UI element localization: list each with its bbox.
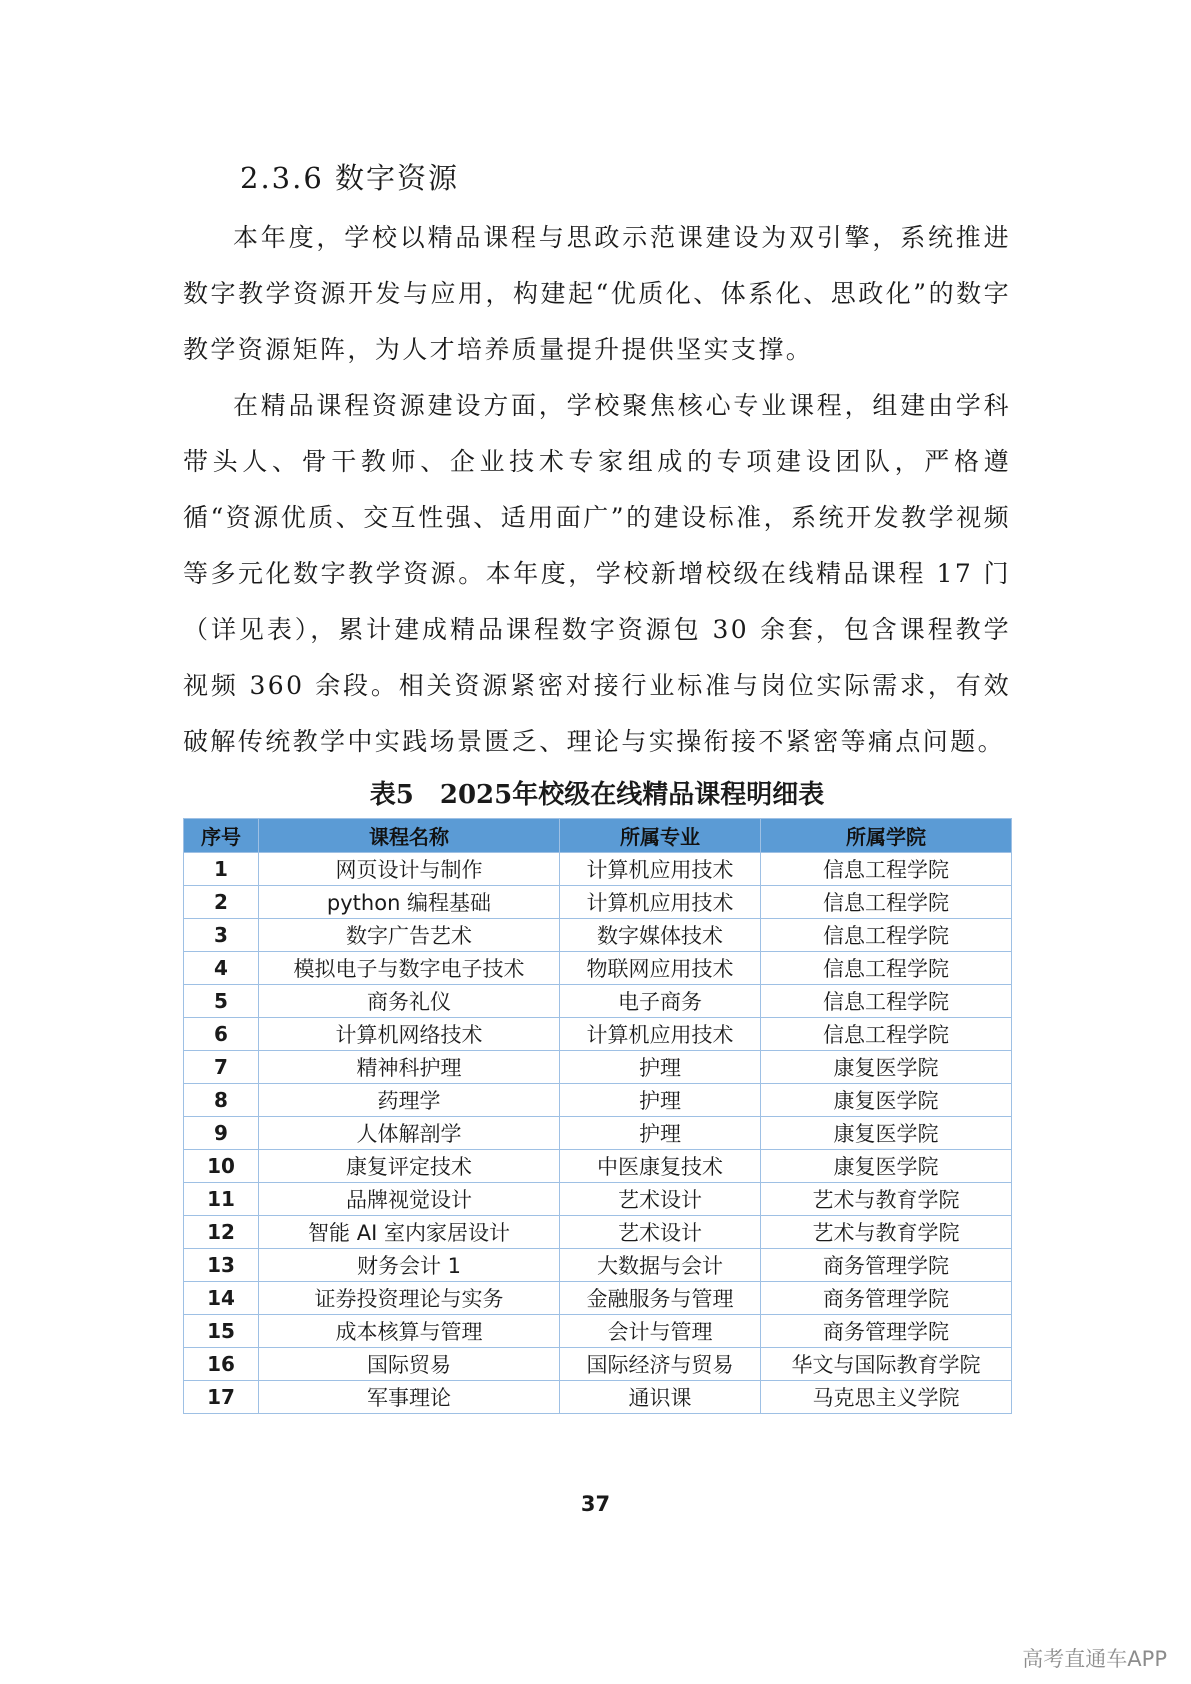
table-row (184, 919, 1012, 952)
cell-major: 护理 (560, 1051, 761, 1084)
cell-index: 11 (184, 1183, 259, 1216)
column-header-college: 所属学院 (761, 819, 1012, 853)
cell-major: 护理 (560, 1117, 761, 1150)
table-row (184, 1018, 1012, 1051)
cell-college: 康复医学院 (761, 1051, 1012, 1084)
cell-index: 8 (184, 1084, 259, 1117)
cell-major: 计算机应用技术 (560, 1018, 761, 1051)
cell-course-name: 财务会计 1 (259, 1249, 560, 1282)
table-row (184, 1150, 1012, 1183)
cell-index: 12 (184, 1216, 259, 1249)
cell-college: 康复医学院 (761, 1117, 1012, 1150)
cell-index: 1 (184, 853, 259, 886)
cell-course-name: 康复评定技术 (259, 1150, 560, 1183)
table-caption (183, 775, 1011, 815)
table-row (184, 1051, 1012, 1084)
cell-course-name: 品牌视觉设计 (259, 1183, 560, 1216)
cell-major: 大数据与会计 (560, 1249, 761, 1282)
cell-major: 会计与管理 (560, 1315, 761, 1348)
cell-major: 物联网应用技术 (560, 952, 761, 985)
cell-course-name: 精神科护理 (259, 1051, 560, 1084)
cell-index: 6 (184, 1018, 259, 1051)
cell-major: 艺术设计 (560, 1183, 761, 1216)
cell-major: 数字媒体技术 (560, 919, 761, 952)
cell-course-name: 商务礼仪 (259, 985, 560, 1018)
cell-college: 华文与国际教育学院 (761, 1348, 1012, 1381)
cell-index: 9 (184, 1117, 259, 1150)
table-row (184, 1315, 1012, 1348)
cell-major: 通识课 (560, 1381, 761, 1414)
cell-major: 国际经济与贸易 (560, 1348, 761, 1381)
table-row (184, 1249, 1012, 1282)
cell-index: 4 (184, 952, 259, 985)
cell-college: 马克思主义学院 (761, 1381, 1012, 1414)
page-number: 37 (580, 1492, 611, 1516)
cell-college: 艺术与教育学院 (761, 1216, 1012, 1249)
cell-course-name: 智能 AI 室内家居设计 (259, 1216, 560, 1249)
cell-course-name: python 编程基础 (259, 886, 560, 919)
cell-major: 电子商务 (560, 985, 761, 1018)
cell-college: 艺术与教育学院 (761, 1183, 1012, 1216)
cell-index: 7 (184, 1051, 259, 1084)
cell-index: 2 (184, 886, 259, 919)
cell-college: 信息工程学院 (761, 919, 1012, 952)
cell-index: 15 (184, 1315, 259, 1348)
table-row (184, 1282, 1012, 1315)
cell-index: 3 (184, 919, 259, 952)
cell-course-name: 国际贸易 (259, 1348, 560, 1381)
cell-index: 16 (184, 1348, 259, 1381)
cell-college: 商务管理学院 (761, 1249, 1012, 1282)
cell-course-name: 数字广告艺术 (259, 919, 560, 952)
cell-college: 康复医学院 (761, 1084, 1012, 1117)
cell-course-name: 成本核算与管理 (259, 1315, 560, 1348)
table-row (184, 1348, 1012, 1381)
cell-course-name: 网页设计与制作 (259, 853, 560, 886)
cell-major: 艺术设计 (560, 1216, 761, 1249)
cell-college: 信息工程学院 (761, 1018, 1012, 1051)
body-text (183, 210, 1011, 770)
cell-index: 14 (184, 1282, 259, 1315)
cell-major: 计算机应用技术 (560, 886, 761, 919)
cell-college: 商务管理学院 (761, 1315, 1012, 1348)
cell-college: 信息工程学院 (761, 853, 1012, 886)
cell-college: 康复医学院 (761, 1150, 1012, 1183)
table-row (184, 1183, 1012, 1216)
column-header-index: 序号 (184, 819, 259, 853)
watermark: 高考直通车APP (1022, 1647, 1167, 1671)
table-header-row (184, 819, 1012, 853)
table-body (184, 853, 1012, 1414)
table-row (184, 853, 1012, 886)
cell-course-name: 药理学 (259, 1084, 560, 1117)
cell-course-name: 军事理论 (259, 1381, 560, 1414)
table-row (184, 1084, 1012, 1117)
table-caption-label: 表5 (369, 780, 414, 810)
table-row (184, 1381, 1012, 1414)
cell-course-name: 模拟电子与数字电子技术 (259, 952, 560, 985)
paragraph: 在精品课程资源建设方面，学校聚焦核心专业课程，组建由学科带头人、骨干教师、企业技术专家组成的专项建设团队，严格遵循“资源优质、交互性强、适用面广”的建设标准，系统开发教学视频等多元化数字教学资源。本年度，学校新增校级在线精品课程 17 门（详见表），累计建成精品课程数字资源包 30 余套，包含课程教学视频 360 余段。相关资源紧密对接行业标准与岗位实际需求，有效破解传统教学中实践场景匮乏、理论与实操衔接不紧密等痛点问题。 (183, 391, 1011, 756)
paragraph: 本年度，学校以精品课程与思政示范课建设为双引擎，系统推进数字教学资源开发与应用，构建起“优质化、体系化、思政化”的数字教学资源矩阵，为人才培养质量提升提供坚实支撑。 (183, 223, 1011, 364)
column-header-major: 所属专业 (560, 819, 761, 853)
cell-course-name: 证券投资理论与实务 (259, 1282, 560, 1315)
course-table (183, 818, 1012, 1414)
cell-major: 护理 (560, 1084, 761, 1117)
column-header-course: 课程名称 (259, 819, 560, 853)
cell-course-name: 人体解剖学 (259, 1117, 560, 1150)
cell-college: 信息工程学院 (761, 985, 1012, 1018)
section-heading: 2.3.6 数字资源 (240, 161, 460, 195)
cell-index: 5 (184, 985, 259, 1018)
table-row (184, 1117, 1012, 1150)
cell-major: 计算机应用技术 (560, 853, 761, 886)
table-row (184, 985, 1012, 1018)
cell-college: 信息工程学院 (761, 886, 1012, 919)
table-row (184, 952, 1012, 985)
cell-college: 商务管理学院 (761, 1282, 1012, 1315)
cell-index: 13 (184, 1249, 259, 1282)
cell-course-name: 计算机网络技术 (259, 1018, 560, 1051)
table-caption-title: 2025年校级在线精品课程明细表 (439, 780, 825, 810)
cell-index: 17 (184, 1381, 259, 1414)
table-row (184, 1216, 1012, 1249)
cell-index: 10 (184, 1150, 259, 1183)
cell-major: 金融服务与管理 (560, 1282, 761, 1315)
cell-major: 中医康复技术 (560, 1150, 761, 1183)
cell-college: 信息工程学院 (761, 952, 1012, 985)
table-row (184, 886, 1012, 919)
